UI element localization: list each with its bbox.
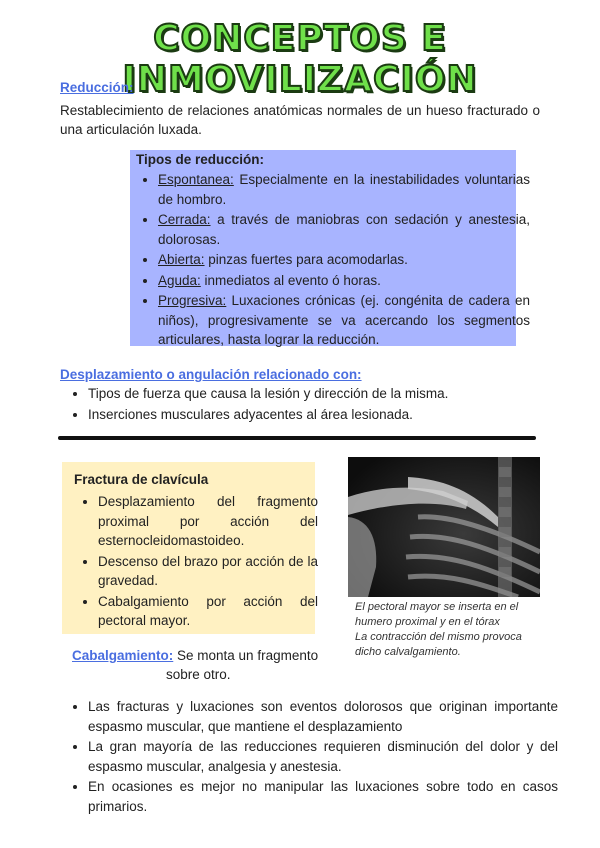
cabalgamiento-definition (72, 646, 342, 684)
caption-line-1: El pectoral mayor se inserta en el humero proximal y en el tórax (355, 601, 519, 628)
final-list (66, 697, 558, 817)
list-item (158, 291, 530, 350)
list-item: • La gran mayoría de las reducciones requieren disminución del dolor y del espasmo muscular, analgesia y anestesia. (88, 737, 558, 776)
desplazamiento-heading: Desplazamiento o angulación relacionado con: (60, 367, 362, 382)
reduccion-definition: Restablecimiento de relaciones anatómicas normales de un hueso fracturado o una articulación luxada. (60, 103, 540, 137)
term-desc: pinzas fuertes para acomodarlas. (204, 252, 408, 267)
tipos-reduccion-title: Tipos de reducción: (136, 152, 265, 167)
list-item: • Las fracturas y luxaciones son eventos dolorosos que originan importante espasmo muscular, que mantiene el desplazamiento (88, 697, 558, 736)
term-desc: inmediatos al evento ó horas. (200, 272, 381, 288)
term-abierta: Abierta: (158, 252, 205, 267)
caption-line-2: La contracción del mismo provoca dicho calvalgamiento. (355, 631, 522, 658)
term-desc: Especialmente en la inestabilidades voluntarias de hombro. (158, 172, 530, 207)
term-progresiva: Progresiva: (158, 293, 227, 308)
xray-image (348, 457, 540, 597)
term-desc: Luxaciones crónicas (ej. congénita de cadera en niños), progresivamente se va acercando los segmentos articulares, hasta lograr la reducción. (158, 293, 530, 347)
list-item: • En ocasiones es mejor no manipular las luxaciones sobre todo en casos primarios. (88, 777, 558, 816)
term-espontanea: Espontanea: (158, 172, 234, 187)
cabalgamiento-desc-1: Se monta un fragmento (173, 648, 319, 663)
list-item (158, 210, 530, 249)
list-item (158, 170, 530, 209)
reduccion-heading: Reducción: (60, 80, 134, 95)
list-item: • Tipos de fuerza que causa la lesión y dirección de la misma. (88, 384, 558, 404)
xray-caption (355, 600, 545, 660)
tipos-reduccion-list (136, 170, 530, 351)
section-divider (58, 436, 536, 440)
list-item (158, 250, 530, 270)
tipos-reduccion-box (130, 150, 530, 347)
page-title: CONCEPTOS E INMOVILIZACIÓN (122, 18, 478, 100)
list-item: • Desplazamiento del fragmento proximal por acción del esternocleidomastoideo. (98, 492, 318, 551)
list-item: • Cabalgamiento por acción del pectoral mayor. (98, 592, 318, 631)
list-item: • Inserciones musculares adyacentes al área lesionada. (88, 405, 558, 425)
desplazamiento-list (66, 384, 558, 425)
term-desc: a través de maniobras con sedación y anestesia, dolorosas. (158, 212, 530, 247)
cabalgamiento-desc-2: sobre otro. (166, 667, 231, 682)
cabalgamiento-term: Cabalgamiento: (72, 648, 174, 663)
term-cerrada: Cerrada: (158, 212, 211, 227)
fractura-clavicula-list (76, 492, 318, 632)
fractura-clavicula-title: Fractura de clavícula (74, 472, 209, 487)
list-item (158, 271, 530, 291)
fractura-clavicula-box (62, 462, 318, 634)
list-item: • Descenso del brazo por acción de la gravedad. (98, 552, 318, 591)
term-aguda: Aguda: (158, 272, 201, 288)
